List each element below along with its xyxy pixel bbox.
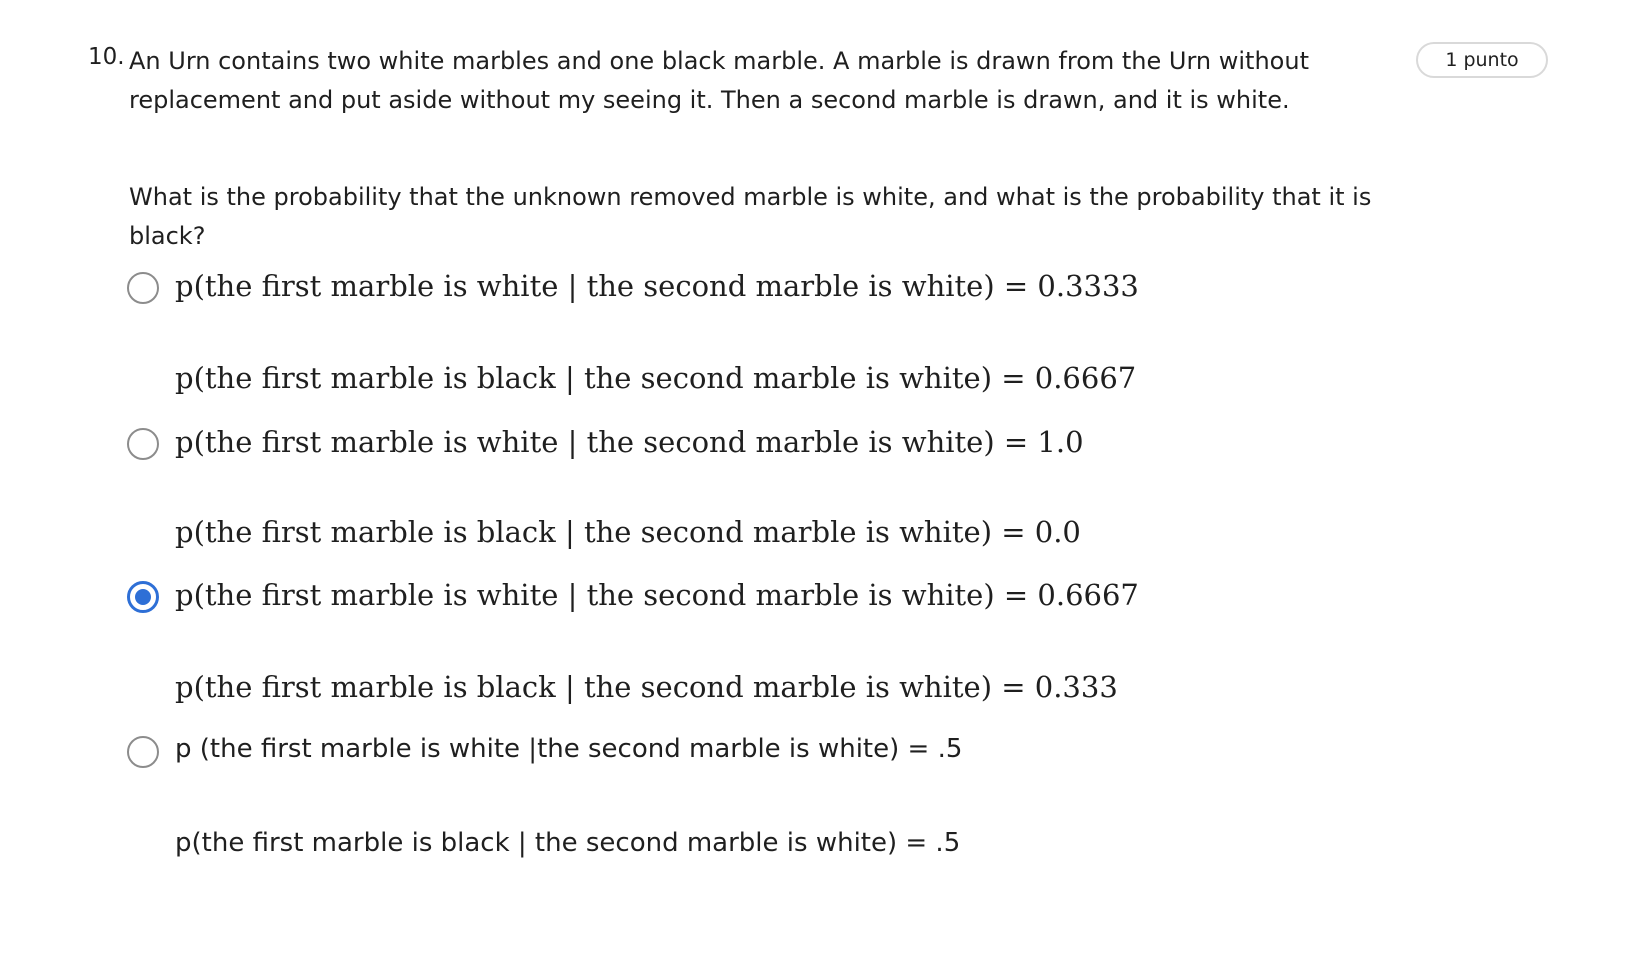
option-2-line-2: p(the first marble is black | the second marble is white) = 0.0 [175,515,1081,549]
radio-button-option-2[interactable] [127,428,159,460]
option-1-line-2: p(the first marble is black | the second marble is white) = 0.6667 [175,361,1137,395]
question-number: 10. [88,44,125,70]
question-text: An Urn contains two white marbles and one black marble. A marble is drawn from the Urn without replacement and put aside without my seeing it. Then a second marble is drawn, and it is white. [129,47,1309,114]
option-2-line-1: p(the first marble is white | the second marble is white) = 1.0 [175,425,1084,459]
option-4-line-1: p (the first marble is white |the second marble is white) = .5 [175,734,963,764]
option-3-line-2: p(the first marble is black | the second marble is white) = 0.333 [175,670,1118,704]
radio-button-option-1[interactable] [127,272,159,304]
points-badge: 1 punto [1416,42,1548,78]
option-3-line-1: p(the first marble is white | the second marble is white) = 0.6667 [175,578,1139,612]
option-4-line-2: p(the first marble is black | the second marble is white) = .5 [175,828,961,858]
question-subtext: What is the probability that the unknown removed marble is white, and what is the probability that it is black? [129,183,1372,250]
radio-button-option-4[interactable] [127,736,159,768]
radio-button-option-3-selected[interactable] [127,581,159,613]
option-1-line-1: p(the first marble is white | the second marble is white) = 0.3333 [175,269,1139,303]
